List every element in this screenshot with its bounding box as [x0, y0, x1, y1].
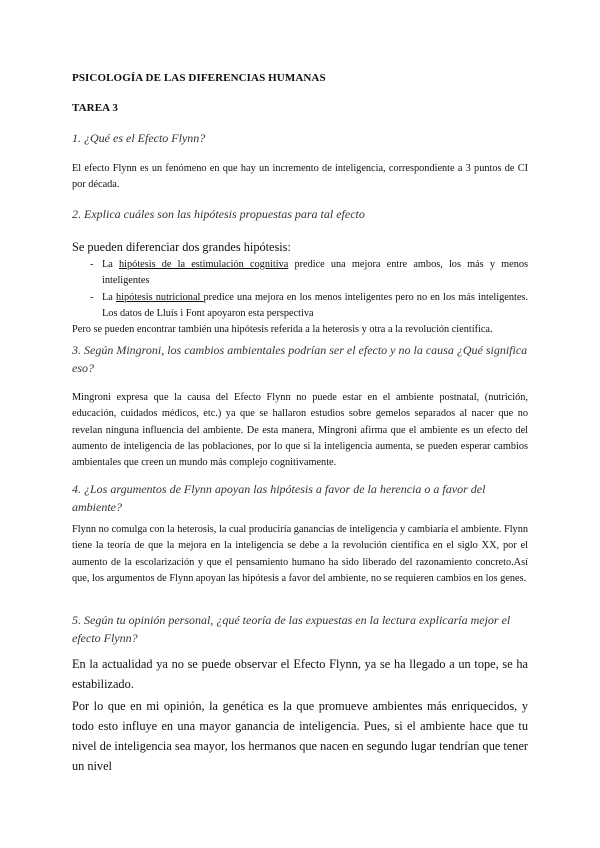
question-1: 1. ¿Qué es el Efecto Flynn?	[72, 131, 206, 145]
list-item-text: predice una mejora en los menos inteligentes pero no en los más inteligentes. Los datos de Lluís i Font apoyaron esta perspectiva	[102, 291, 529, 319]
answer-3: Mingroni expresa que la causa del Efecto Flynn no puede estar en el ambiente postnatal, (nutrición, educación, cuidados médicos, etc.) ya que se hallaron estudios sobre gemelos separados al nacer que no revelan ninguna influencia del ambiente. De esta manera, Mingroni afirma que el ambiente es un efecto del aumento de inteligencia de las poblaciones, por lo que si la inteligencia aumenta, se pueden esperar cambios ambientales que creen un mundo más complejo cognitivamente.	[72, 392, 528, 469]
question-5: 5. Según tu opinión personal, ¿qué teoría de las expuestas en la lectura explicaría mejor el efecto Flynn?	[72, 613, 511, 645]
list-item	[72, 257, 528, 290]
question-3: 3. Según Mingroni, los cambios ambientales podrían ser el efecto y no la causa ¿Qué significa eso?	[72, 343, 528, 375]
answer-2	[72, 237, 528, 338]
list-item-prefix: La	[102, 291, 117, 303]
hypothesis-term: hipótesis nutricional	[116, 291, 204, 303]
list-item-text: predice una mejora entre ambos, los más y menos inteligentes	[102, 259, 529, 287]
list-item	[72, 290, 528, 323]
list-item-prefix: La	[102, 259, 120, 270]
document-title: PSICOLOGÍA DE LAS DIFERENCIAS HUMANAS	[72, 72, 326, 84]
answer-5-paragraph-2: Por lo que en mi opinión, la genética es la que promueve ambientes más enriquecidos, y todo esto influye en una mayor ganancia de inteligencia. Pues, si el ambiente hace que tu nivel de inteligencia sea mayor, los hermanos que nacen en segundo lugar tendrían que tener un nivel	[72, 699, 528, 773]
question-2: 2. Explica cuáles son las hipótesis propuestas para tal efecto	[72, 207, 365, 221]
hypothesis-term: hipótesis de la estimulación cognitiva	[119, 259, 289, 270]
answer-1: El efecto Flynn es un fenómeno en que hay un incremento de inteligencia, correspondiente a 3 puntos de CI por década.	[72, 163, 528, 191]
question-4: 4. ¿Los argumentos de Flynn apoyan las hipótesis a favor de la herencia o a favor del ambiente?	[72, 482, 486, 514]
hypothesis-list	[72, 257, 528, 322]
answer-2-closing: Pero se pueden encontrar también una hipótesis referida a la heterosis y otra a la revolución científica.	[72, 324, 493, 336]
answer-5-paragraph-1: En la actualidad ya no se puede observar el Efecto Flynn, ya se ha llegado a un tope, se ha estabilizado.	[72, 657, 528, 691]
document-subtitle: TAREA 3	[72, 102, 119, 114]
answer-4: Flynn no comulga con la heterosis, la cual produciría ganancias de inteligencia y cambiaría el ambiente. Flynn tiene la teoría de que la mejora en la inteligencia se debe a la revolución científica en el siglo XX, por el aumento de la escolarización y que el pensamiento humano ha sido liberado del razonamiento concreto.Así que, los argumentos de Flynn apoyan las hipótesis a favor del ambiente, no se requieren cambios en los genes.	[72, 524, 528, 584]
answer-2-intro: Se pueden diferenciar dos grandes hipótesis:	[72, 240, 291, 254]
